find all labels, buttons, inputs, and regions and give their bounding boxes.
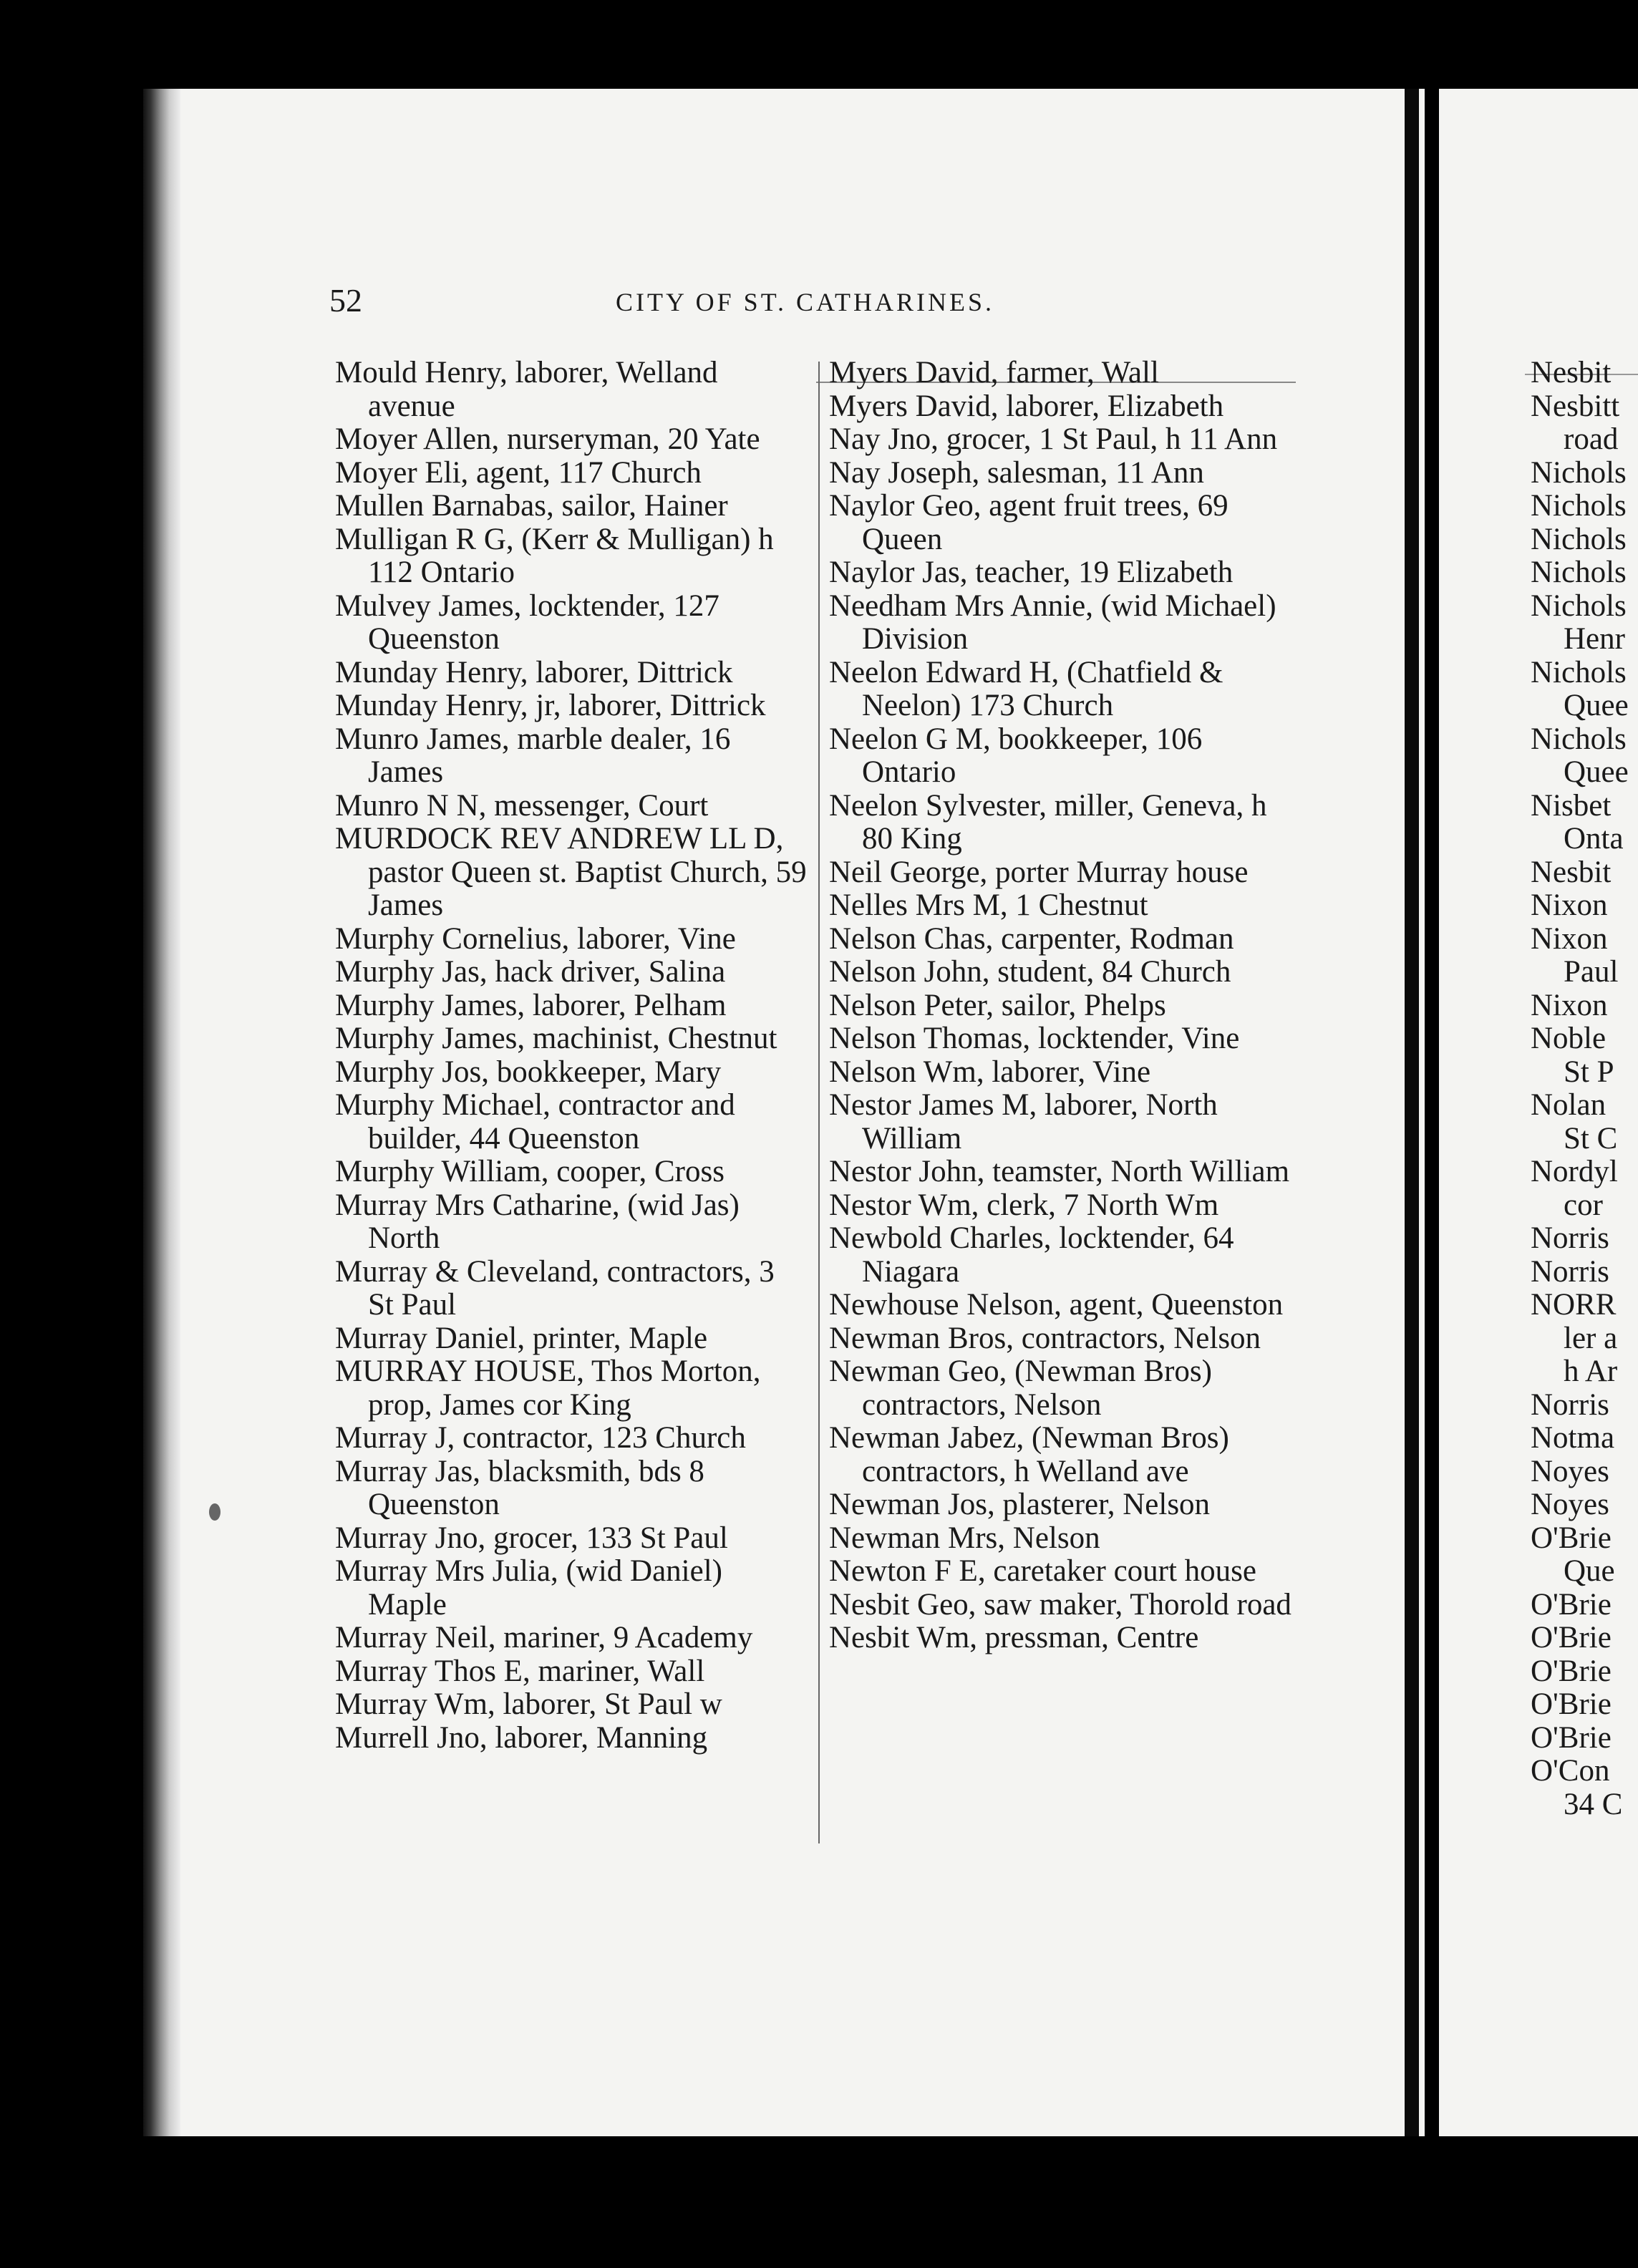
directory-entry: Nestor James M, laborer, North William [829, 1088, 1218, 1155]
directory-entry-fragment: Nichols [1531, 556, 1627, 589]
directory-entry: Munday Henry, jr, laborer, Dittrick [335, 689, 766, 722]
directory-entry: Murphy Jas, hack driver, Salina [335, 955, 726, 989]
directory-entry: MURDOCK REV ANDREW LL D, pastor Queen st. Baptist Church, 59 James [335, 822, 807, 922]
directory-entry-fragment: Nichols [1531, 522, 1627, 556]
directory-entry: Moyer Eli, agent, 117 Church [335, 455, 702, 490]
directory-entry-fragment: 34 C [1564, 1787, 1623, 1821]
directory-entry-fragment: Quee [1564, 755, 1629, 789]
directory-entry: Newman Bros, contractors, Nelson [829, 1321, 1261, 1355]
directory-entry-fragment: Nesbit [1531, 855, 1612, 889]
directory-entry-fragment: Nesbitt [1531, 389, 1620, 423]
directory-entry: Newhouse Nelson, agent, Queenston [829, 1288, 1284, 1322]
directory-entry-fragment: O'Brie [1531, 1654, 1612, 1688]
directory-entry-fragment: Noble [1531, 1022, 1606, 1055]
directory-entry: Nestor Wm, clerk, 7 North Wm [829, 1188, 1219, 1222]
directory-entry-fragment: Nixon [1531, 921, 1608, 956]
directory-entry-fragment: Quee [1564, 689, 1629, 722]
directory-entry-fragment: O'Brie [1531, 1521, 1612, 1555]
directory-entry-fragment: O'Brie [1531, 1587, 1612, 1622]
directory-entry: Nelson Chas, carpenter, Rodman [829, 921, 1234, 956]
directory-entry-fragment: Nixon [1531, 888, 1608, 922]
directory-entry-fragment: Norris [1531, 1254, 1609, 1289]
directory-entry: Munday Henry, laborer, Dittrick [335, 655, 733, 689]
directory-entry: Nesbit Geo, saw maker, Thorold road [829, 1587, 1292, 1622]
directory-entry-fragment: Nichols [1531, 489, 1627, 523]
directory-entry: Mulligan R G, (Kerr & Mulligan) h 112 Ontario [335, 522, 774, 589]
directory-entry-fragment: Nichols [1531, 455, 1627, 490]
directory-entry: Murray Wm, laborer, St Paul w [335, 1687, 722, 1721]
directory-entry-fragment: Noyes [1531, 1454, 1609, 1488]
directory-entry-fragment: Nesbit [1531, 356, 1612, 389]
directory-entry: Newman Jabez, (Newman Bros) contractors, h Welland ave [829, 1421, 1229, 1488]
directory-entry: Neil George, porter Murray house [829, 855, 1249, 889]
directory-entry: Mulvey James, locktender, 127 Queenston [335, 588, 719, 656]
directory-entry-fragment: Nixon [1531, 988, 1608, 1022]
directory-entry-fragment: Nichols [1531, 722, 1627, 756]
directory-entry: Mould Henry, laborer, Welland avenue [335, 356, 718, 423]
directory-entry: Murphy William, cooper, Cross [335, 1155, 724, 1188]
directory-entry: Murphy James, laborer, Pelham [335, 988, 727, 1022]
directory-entry-fragment: O'Brie [1531, 1687, 1612, 1721]
directory-entry: Moyer Allen, nurseryman, 20 Yate [335, 422, 760, 456]
page-header [329, 281, 1303, 324]
directory-entry: Neelon Sylvester, miller, Geneva, h 80 King [829, 788, 1267, 856]
ink-spot [209, 1503, 220, 1521]
directory-entry: Murray Mrs Julia, (wid Daniel) Maple [335, 1554, 722, 1622]
directory-entry: Murray Jas, blacksmith, bds 8 Queenston [335, 1454, 704, 1521]
directory-entry: Newman Mrs, Nelson [829, 1521, 1100, 1555]
directory-entry: Neelon Edward H, (Chatfield & Neelon) 173 Church [829, 655, 1223, 722]
directory-entry: Murphy Cornelius, laborer, Vine [335, 921, 736, 956]
directory-entry: Nelson Wm, laborer, Vine [829, 1055, 1151, 1089]
directory-entry-fragment: cor [1564, 1188, 1603, 1222]
directory-entry: Murray J, contractor, 123 Church [335, 1421, 746, 1455]
directory-entry-fragment: O'Con [1531, 1754, 1610, 1788]
directory-entry: Newton F E, caretaker court house [829, 1554, 1257, 1588]
directory-entry: Mullen Barnabas, sailor, Hainer [335, 489, 728, 523]
directory-entry-fragment: Nisbet [1531, 788, 1612, 823]
directory-entry: Murray Daniel, printer, Maple [335, 1321, 708, 1355]
directory-entry-fragment: Onta [1564, 822, 1624, 856]
directory-entry-fragment: Paul [1564, 955, 1619, 989]
directory-entry-fragment: Norris [1531, 1387, 1609, 1422]
book-binding [143, 89, 180, 2136]
directory-column-right-partial [1531, 357, 1629, 1821]
directory-entry: Myers David, laborer, Elizabeth [829, 389, 1224, 423]
directory-entry: Nay Joseph, salesman, 11 Ann [829, 455, 1204, 490]
directory-entry: Nestor John, teamster, North William [829, 1155, 1290, 1188]
directory-entry-fragment: St P [1564, 1055, 1614, 1089]
directory-entry-fragment: Nordyl [1531, 1155, 1618, 1188]
directory-entry: MURRAY HOUSE, Thos Morton, prop, James cor King [335, 1354, 761, 1422]
directory-entry: Nesbit Wm, pressman, Centre [829, 1621, 1199, 1654]
directory-entry-fragment: O'Brie [1531, 1621, 1612, 1654]
directory-entry-fragment: Noyes [1531, 1488, 1609, 1521]
directory-entry: Murphy Jos, bookkeeper, Mary [335, 1055, 722, 1089]
directory-entry: Newman Jos, plasterer, Nelson [829, 1488, 1211, 1521]
directory-entry-fragment: St C [1564, 1121, 1618, 1155]
directory-entry-fragment: Nolan [1531, 1088, 1606, 1122]
directory-entry: Myers David, farmer, Wall [829, 356, 1159, 389]
directory-entry: Murphy James, machinist, Chestnut [335, 1022, 777, 1055]
running-title: CITY OF ST. CATHARINES. [616, 288, 995, 316]
directory-entry: Nay Jno, grocer, 1 St Paul, h 11 Ann [829, 422, 1278, 456]
directory-entry-fragment: Notma [1531, 1421, 1615, 1455]
directory-entry: Nelles Mrs M, 1 Chestnut [829, 888, 1148, 922]
directory-entry: Needham Mrs Annie, (wid Michael) Division [829, 588, 1276, 656]
directory-column-left [335, 357, 808, 1755]
directory-entry-fragment: Que [1564, 1554, 1615, 1588]
directory-entry: Murray Mrs Catharine, (wid Jas) North [335, 1188, 740, 1255]
directory-entry-fragment: NORR [1531, 1288, 1617, 1322]
page-number: 52 [329, 282, 362, 319]
directory-entry-fragment: Nichols [1531, 588, 1627, 623]
directory-entry: Neelon G M, bookkeeper, 106 Ontario [829, 722, 1203, 789]
directory-entry-fragment: h Ar [1564, 1354, 1618, 1388]
directory-entry: Murray Thos E, mariner, Wall [335, 1654, 705, 1688]
directory-entry: Munro James, marble dealer, 16 James [335, 722, 731, 789]
directory-entry-fragment: ler a [1564, 1321, 1618, 1355]
directory-entry: Munro N N, messenger, Court [335, 788, 709, 823]
directory-entry: Naylor Geo, agent fruit trees, 69 Queen [829, 489, 1228, 556]
directory-entry: Murphy Michael, contractor and builder, 44 Queenston [335, 1088, 735, 1155]
directory-entry-fragment: Norris [1531, 1221, 1609, 1255]
directory-entry-fragment: Nichols [1531, 655, 1627, 689]
directory-column-middle [829, 357, 1302, 1655]
directory-entry-fragment: Henr [1564, 622, 1625, 656]
directory-entry: Naylor Jas, teacher, 19 Elizabeth [829, 556, 1234, 589]
directory-entry: Murrell Jno, laborer, Manning [335, 1720, 708, 1755]
directory-entry-fragment: road [1564, 422, 1619, 456]
page-gutter [1405, 89, 1419, 2136]
directory-entry: Nelson Peter, sailor, Phelps [829, 988, 1166, 1022]
directory-entry: Murray Neil, mariner, 9 Academy [335, 1621, 753, 1654]
column-divider [818, 362, 820, 1843]
directory-entry: Nelson Thomas, locktender, Vine [829, 1022, 1240, 1055]
directory-entry: Murray & Cleveland, contractors, 3 St Paul [335, 1254, 775, 1322]
directory-entry: Newman Geo, (Newman Bros) contractors, Nelson [829, 1354, 1212, 1422]
directory-entry: Nelson John, student, 84 Church [829, 955, 1231, 989]
directory-entry: Murray Jno, grocer, 133 St Paul [335, 1521, 728, 1555]
directory-entry-fragment: O'Brie [1531, 1720, 1612, 1755]
directory-entry: Newbold Charles, locktender, 64 Niagara [829, 1221, 1234, 1289]
